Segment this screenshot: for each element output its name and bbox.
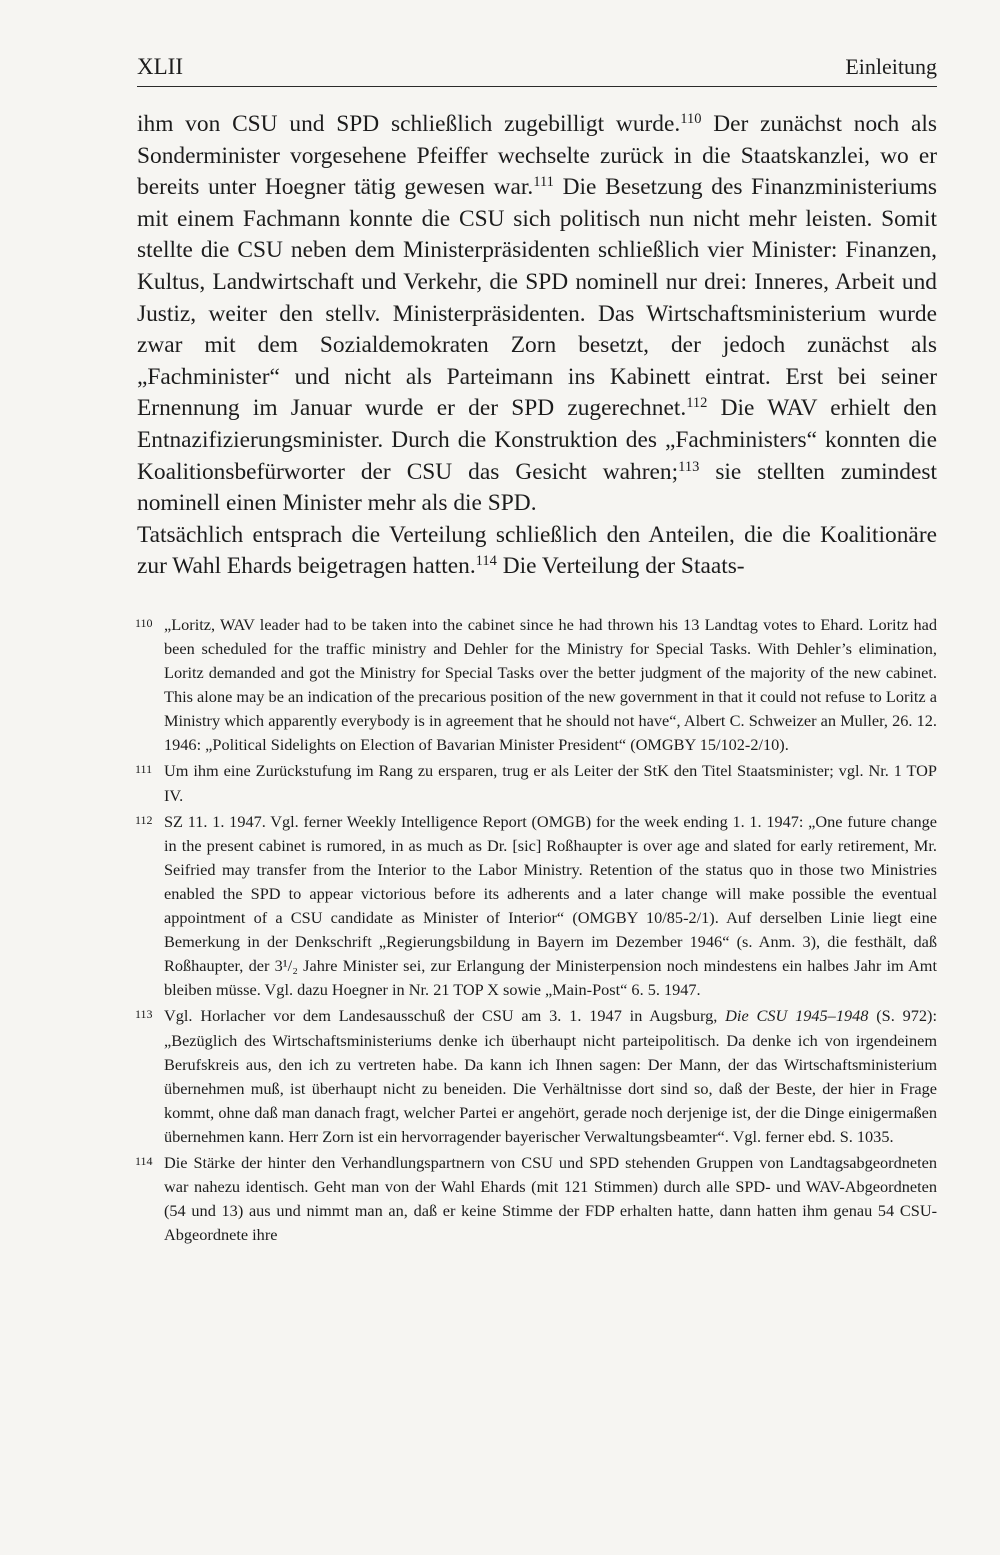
footnote-number: 110 bbox=[135, 615, 153, 630]
p1-text-1: ihm von CSU und SPD schließlich zugebilligt wurde. bbox=[137, 111, 681, 137]
footnote-number: 111 bbox=[135, 762, 153, 777]
p1-text-4: Die WAV erhielt den Entnazifizierungsminister. Durch die Konstruktion des „Fachministers“ konnten die Koalitionsbefürworter der CSU das Gesicht wahren; bbox=[137, 395, 938, 485]
paragraph-2 bbox=[137, 520, 937, 583]
footnote-text-part: Vgl. Horlacher vor dem Landesausschuß der CSU am 3. 1. 1947 in Augsburg, bbox=[164, 1006, 726, 1026]
footnotes bbox=[137, 613, 937, 1247]
running-header bbox=[137, 52, 937, 87]
footnote-112 bbox=[137, 810, 937, 1003]
footnote-number: 113 bbox=[135, 1007, 153, 1022]
book-title: Die CSU 1945–1948 bbox=[725, 1006, 869, 1026]
footnote-text: Die Stärke der hinter den Verhandlungspartnern von CSU und SPD stehenden Gruppen von Landtagsabgeordneten war nahezu identisch. Geht man von der Wahl Ehards (mit 121 Stimmen) durch alle SPD- und WAV-Abgeordneten (54 und 13) aus und nimmt man an, daß er keine Stimme der FDP erhalten hatte, dann hatten ihm genau 54 CSU-Abgeordnete ihre bbox=[164, 1152, 937, 1245]
footnote-110 bbox=[137, 613, 937, 758]
footnote-ref: 110 bbox=[680, 111, 702, 128]
footnote-text: „Loritz, WAV leader had to be taken into the cabinet since he had thrown his 13 Landtag votes to Ehard. Loritz had been scheduled for the traffic ministry and Dehler for the Ministry for Special Tasks. With Dehler’s elimination, Loritz demanded and got the Ministry for Special Tasks over the better judgment of the majority of the new cabinet. This alone may be an indication of the precarious position of the new government in that it could not refuse to Loritz a Ministry which apparently everybody is in agreement that he should not have“, Albert C. Schweizer an Muller, 26. 12. 1946: „Political Sidelights on Election of Bavarian Minister President“ (OMGBY 15/102-2/10). bbox=[164, 614, 937, 755]
paragraph-1 bbox=[137, 109, 937, 520]
footnote-number: 112 bbox=[135, 812, 153, 827]
footnote-114 bbox=[137, 1151, 937, 1247]
footnote-text bbox=[164, 1004, 937, 1149]
p2-text-2: Die Verteilung der Staats- bbox=[496, 553, 745, 580]
footnote-ref: 111 bbox=[533, 174, 554, 191]
page-number: XLII bbox=[137, 54, 183, 79]
footnote-111 bbox=[137, 759, 937, 807]
running-title: Einleitung bbox=[845, 54, 937, 79]
footnote-number: 114 bbox=[135, 1153, 153, 1168]
footnote-ref: 112 bbox=[686, 395, 708, 412]
footnote-text: SZ 11. 1. 1947. Vgl. ferner Weekly Intelligence Report (OMGB) for the week ending 1. 1. 1947: „One future change in the present cabinet is rumored, in as much as Dr. [sic] Roßhaupter is over age and slated for early retirement, Mr. Seifried may transfer from the Interior to the Labor Ministry. Retention of the status quo in those two Ministries enabled the SPD to appear victorious before its adherents and a later change will make possible the eventual appointment of a CSU candidate as Minister of Interior“ (OMGBY 10/85-2/1). Auf derselben Linie liegt eine Bemerkung in der Denkschrift „Regierungsbildung in Bayern im Dezember 1946“ (s. Anm. 3), die festhält, daß Roßhaupter, der 3¹/₂ Jahre Minister sei, zur Erlangung der Ministerpension noch mindestens ein halbes Jahr im Amt bleiben müsse. Vgl. dazu Hoegner in Nr. 21 TOP X sowie „Main-Post“ 6. 5. 1947. bbox=[164, 811, 937, 1000]
footnote-text-part: (S. 972): „Bezüglich des Wirtschaftsministeriums denke ich überhaupt nicht parteipolitisch. Da denke ich von irgendeinem Berufskreis aus, den ich zu vertreten habe. Da kann ich Ihnen sagen: Der Mann, der das Wirtschaftsministerium übernehmen muß, ist überhaupt nicht zu beneiden. Die Verhältnisse dort sind so, daß der Beste, der hier in Frage kommt, ohne daß man danach fragt, welcher Partei er angehört, gerade noch derjenige ist, der die Dinge einigermaßen übernehmen kann. Herr Zorn ist ein hervorragender bayerischer Verwaltungsbeamter“. Vgl. ferner ebd. S. 1035. bbox=[164, 1006, 938, 1146]
book-page bbox=[137, 52, 937, 1249]
p1-text-3: Die Besetzung des Finanzministeriums mit einem Fachmann konnte die CSU sich politisch nun nicht mehr leisten. Somit stellte die CSU neben dem Ministerpräsidenten schließlich vier Minister: Finanzen, Kultus, Landwirtschaft und Verkehr, die SPD nominell nur drei: Inneres, Arbeit und Justiz, weiter den stellv. Ministerpräsidenten. Das Wirtschaftsministerium wurde zwar mit dem Sozialdemokraten Zorn besetzt, der jedoch zunächst als „Fachminister“ und nicht als Parteimann ins Kabinett eintrat. Erst bei seiner Ernennung im Januar wurde er der SPD zugerechnet. bbox=[137, 174, 937, 422]
footnote-ref: 114 bbox=[475, 553, 497, 570]
footnote-113 bbox=[137, 1004, 937, 1149]
footnote-text: Um ihm eine Zurückstufung im Rang zu ersparen, trug er als Leiter der StK den Titel Staatsminister; vgl. Nr. 1 TOP IV. bbox=[164, 761, 937, 805]
p1-text-2: Der zunächst noch als Sonderminister vorgesehene Pfeiffer wechselte zurück in die Staatskanzlei, wo er bereits unter Hoegner tätig gewesen war. bbox=[137, 111, 937, 201]
p1-text-5: sie stellten zumindest nominell einen Minister mehr als die SPD. bbox=[137, 458, 937, 517]
p2-text-1: Tatsächlich entsprach die Verteilung schließlich den Anteilen, die die Koalitionäre zur Wahl Ehards beigetragen hatten. bbox=[137, 521, 937, 580]
footnote-ref: 113 bbox=[678, 458, 700, 475]
main-text bbox=[137, 109, 937, 583]
